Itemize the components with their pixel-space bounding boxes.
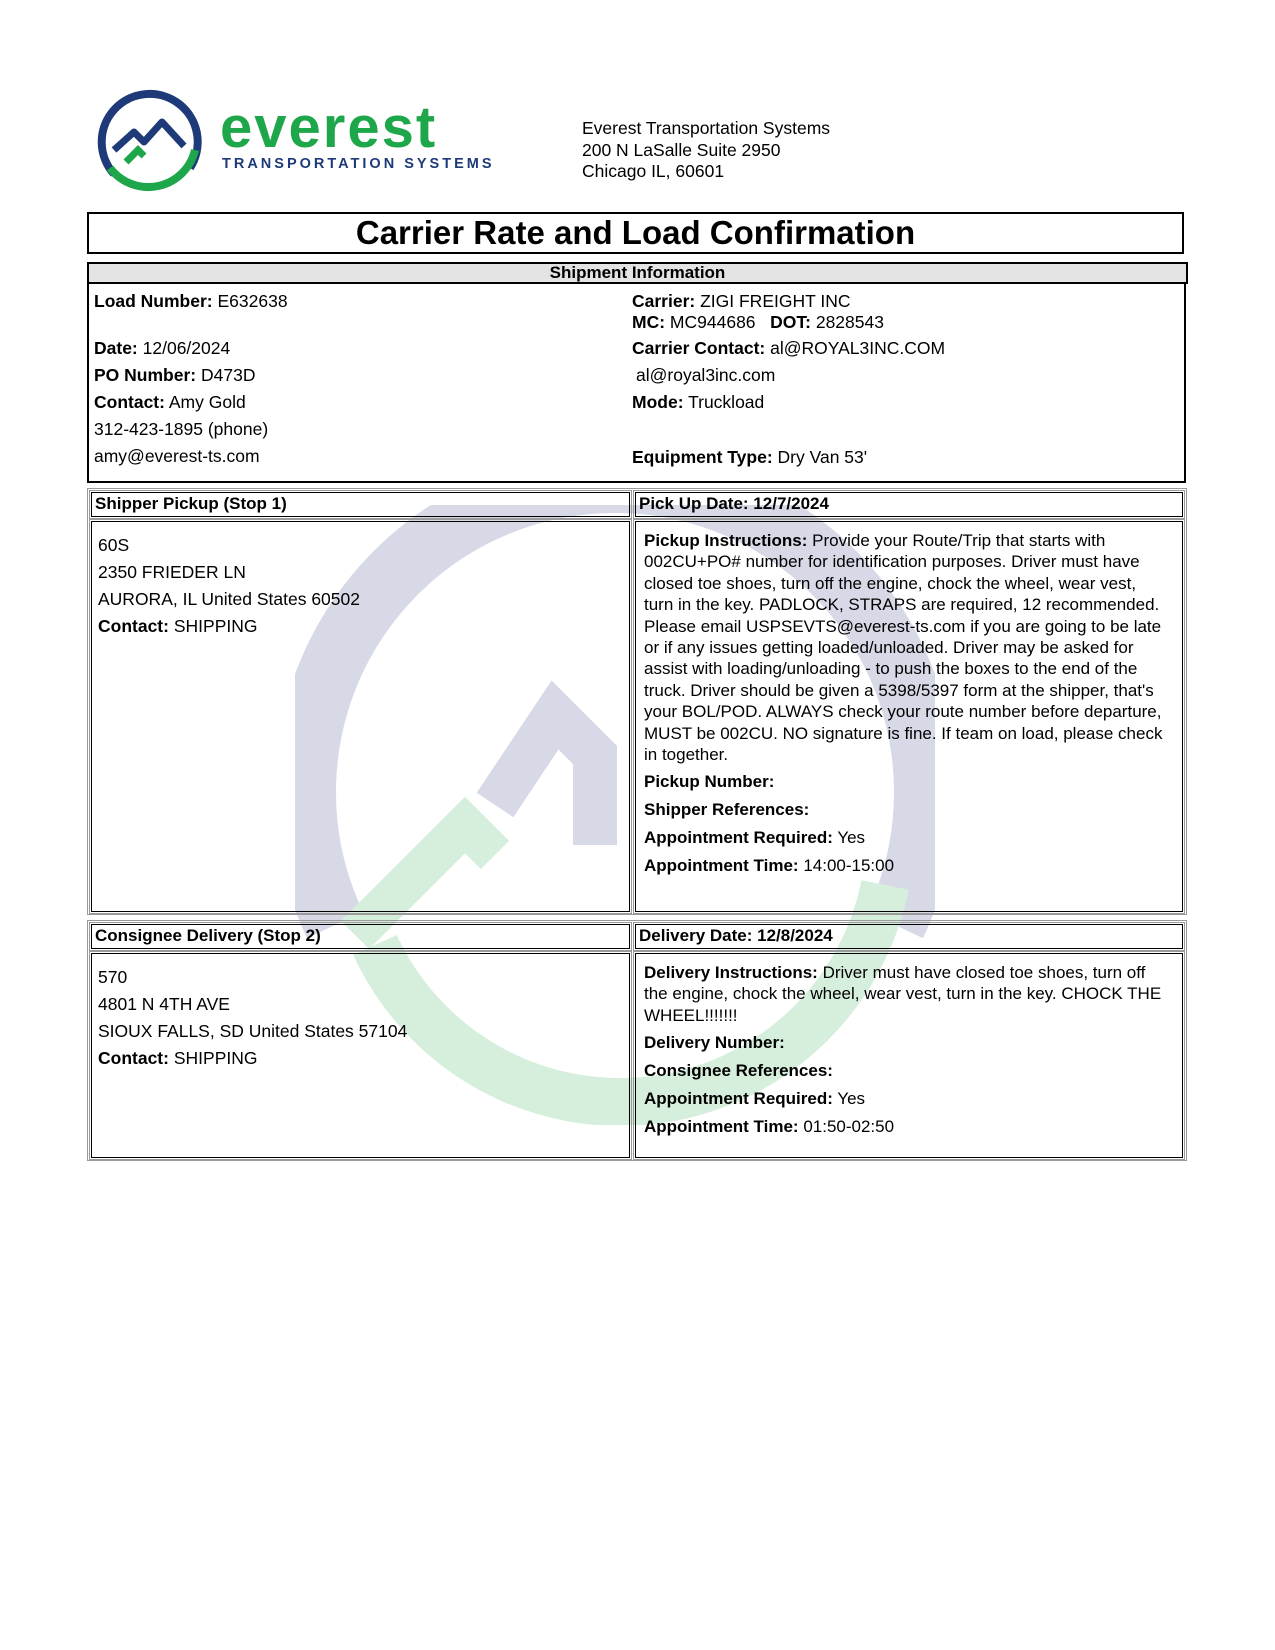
delivery-date-header: Delivery Date: 12/8/2024 <box>635 924 1183 949</box>
mode-value: Truckload <box>688 392 765 412</box>
company-address-line2: Chicago IL, 60601 <box>582 161 725 181</box>
carrier-value: ZIGI FREIGHT INC <box>700 291 851 311</box>
po-value: D473D <box>200 365 256 385</box>
pickup-number: Pickup Number: <box>644 772 775 792</box>
delivery-instructions: Delivery Instructions: Driver must have closed toe shoes, turn off the engine, chock the wheel, wear vest, turn in the key. CHOCK THE WHEEL!!!!!!! <box>644 963 1162 1025</box>
po-field: PO Number: D473D <box>94 365 256 385</box>
delivery-street: 4801 N 4TH AVE <box>98 994 230 1014</box>
equipment-field: Equipment Type: Dry Van 53' <box>632 447 868 467</box>
pickup-instructions: Pickup Instructions: Provide your Route/Trip that starts with 002CU+PO# number for identification purposes. Driver must have closed toe shoes, turn off the engine, chock the wheel, wear vest, turn in the key. PADLOCK, STRAPS are required, 12 recommended. Please email USPSEVTS@everest-ts.com if you are going to be late or if any issues getting loaded/unloaded. Driver may be asked for assist with loading/unloading - to push the boxes to the end of the truck. Driver should be given a 5398/5397 form at the shipper, that's your BOL/POD. ALWAYS check your route number before departure, MUST be 002CU. NO signature is fine. If team on load, please check in together. <box>644 531 1163 765</box>
pickup-address-cell <box>91 521 630 912</box>
delivery-name: 570 <box>98 967 128 987</box>
mountain-logo-icon <box>92 88 207 196</box>
pickup-header: Shipper Pickup (Stop 1) <box>91 492 630 517</box>
delivery-appointment-required: Appointment Required: Yes <box>644 1089 866 1109</box>
contact-phone: 312-423-1895 (phone) <box>94 419 269 439</box>
date-field: Date: 12/06/2024 <box>94 338 231 358</box>
delivery-contact: Contact: SHIPPING <box>98 1048 258 1068</box>
mc-value: MC944686 <box>669 312 756 332</box>
logo-wordmark: everest <box>220 95 438 160</box>
carrier-contact-value: al@ROYAL3INC.COM <box>770 338 946 358</box>
shipper-references: Shipper References: <box>644 800 810 820</box>
date-value: 12/06/2024 <box>142 338 231 358</box>
mode-field: Mode: Truckload <box>632 392 765 412</box>
pickup-contact: Contact: SHIPPING <box>98 616 258 636</box>
delivery-city: SIOUX FALLS, SD United States 57104 <box>98 1021 408 1041</box>
pickup-appointment-required: Appointment Required: Yes <box>644 828 866 848</box>
company-address <box>582 118 830 183</box>
equipment-value: Dry Van 53' <box>777 447 868 467</box>
delivery-number: Delivery Number: <box>644 1033 785 1053</box>
carrier-contact-field: Carrier Contact: al@ROYAL3INC.COM <box>632 338 946 358</box>
pickup-section <box>87 488 1187 915</box>
pickup-appointment-time: Appointment Time: 14:00-15:00 <box>644 856 895 876</box>
pickup-street: 2350 FRIEDER LN <box>98 562 246 582</box>
logo-tagline: TRANSPORTATION SYSTEMS <box>222 156 495 172</box>
delivery-details-cell <box>635 953 1183 1158</box>
pickup-name: 60S <box>98 535 130 555</box>
carrier-field: Carrier: ZIGI FREIGHT INC <box>632 291 851 311</box>
shipment-info-panel <box>87 283 1186 483</box>
carrier-email: al@royal3inc.com <box>636 365 776 385</box>
shipment-info-header: Shipment Information <box>87 262 1188 284</box>
contact-email: amy@everest-ts.com <box>94 446 260 466</box>
company-name: Everest Transportation Systems <box>582 118 831 138</box>
document-title: Carrier Rate and Load Confirmation <box>87 212 1184 254</box>
company-logo <box>92 88 495 198</box>
company-address-line1: 200 N LaSalle Suite 2950 <box>582 139 781 160</box>
consignee-references: Consignee References: <box>644 1061 833 1081</box>
contact-field: Contact: Amy Gold <box>94 392 246 412</box>
pickup-date-header: Pick Up Date: 12/7/2024 <box>635 492 1183 517</box>
contact-value: Amy Gold <box>168 392 246 412</box>
delivery-appointment-time: Appointment Time: 01:50-02:50 <box>644 1117 895 1137</box>
pickup-details-cell <box>635 521 1183 912</box>
mc-dot-field: MC: MC944686 DOT: 2828543 <box>632 312 884 332</box>
pickup-city: AURORA, IL United States 60502 <box>98 589 360 609</box>
delivery-section <box>87 920 1187 1161</box>
delivery-address-cell <box>91 953 630 1158</box>
load-number: E632638 <box>217 291 288 311</box>
delivery-header: Consignee Delivery (Stop 2) <box>91 924 630 949</box>
dot-value: 2828543 <box>815 312 884 332</box>
load-number-field: Load Number: E632638 <box>94 291 288 311</box>
